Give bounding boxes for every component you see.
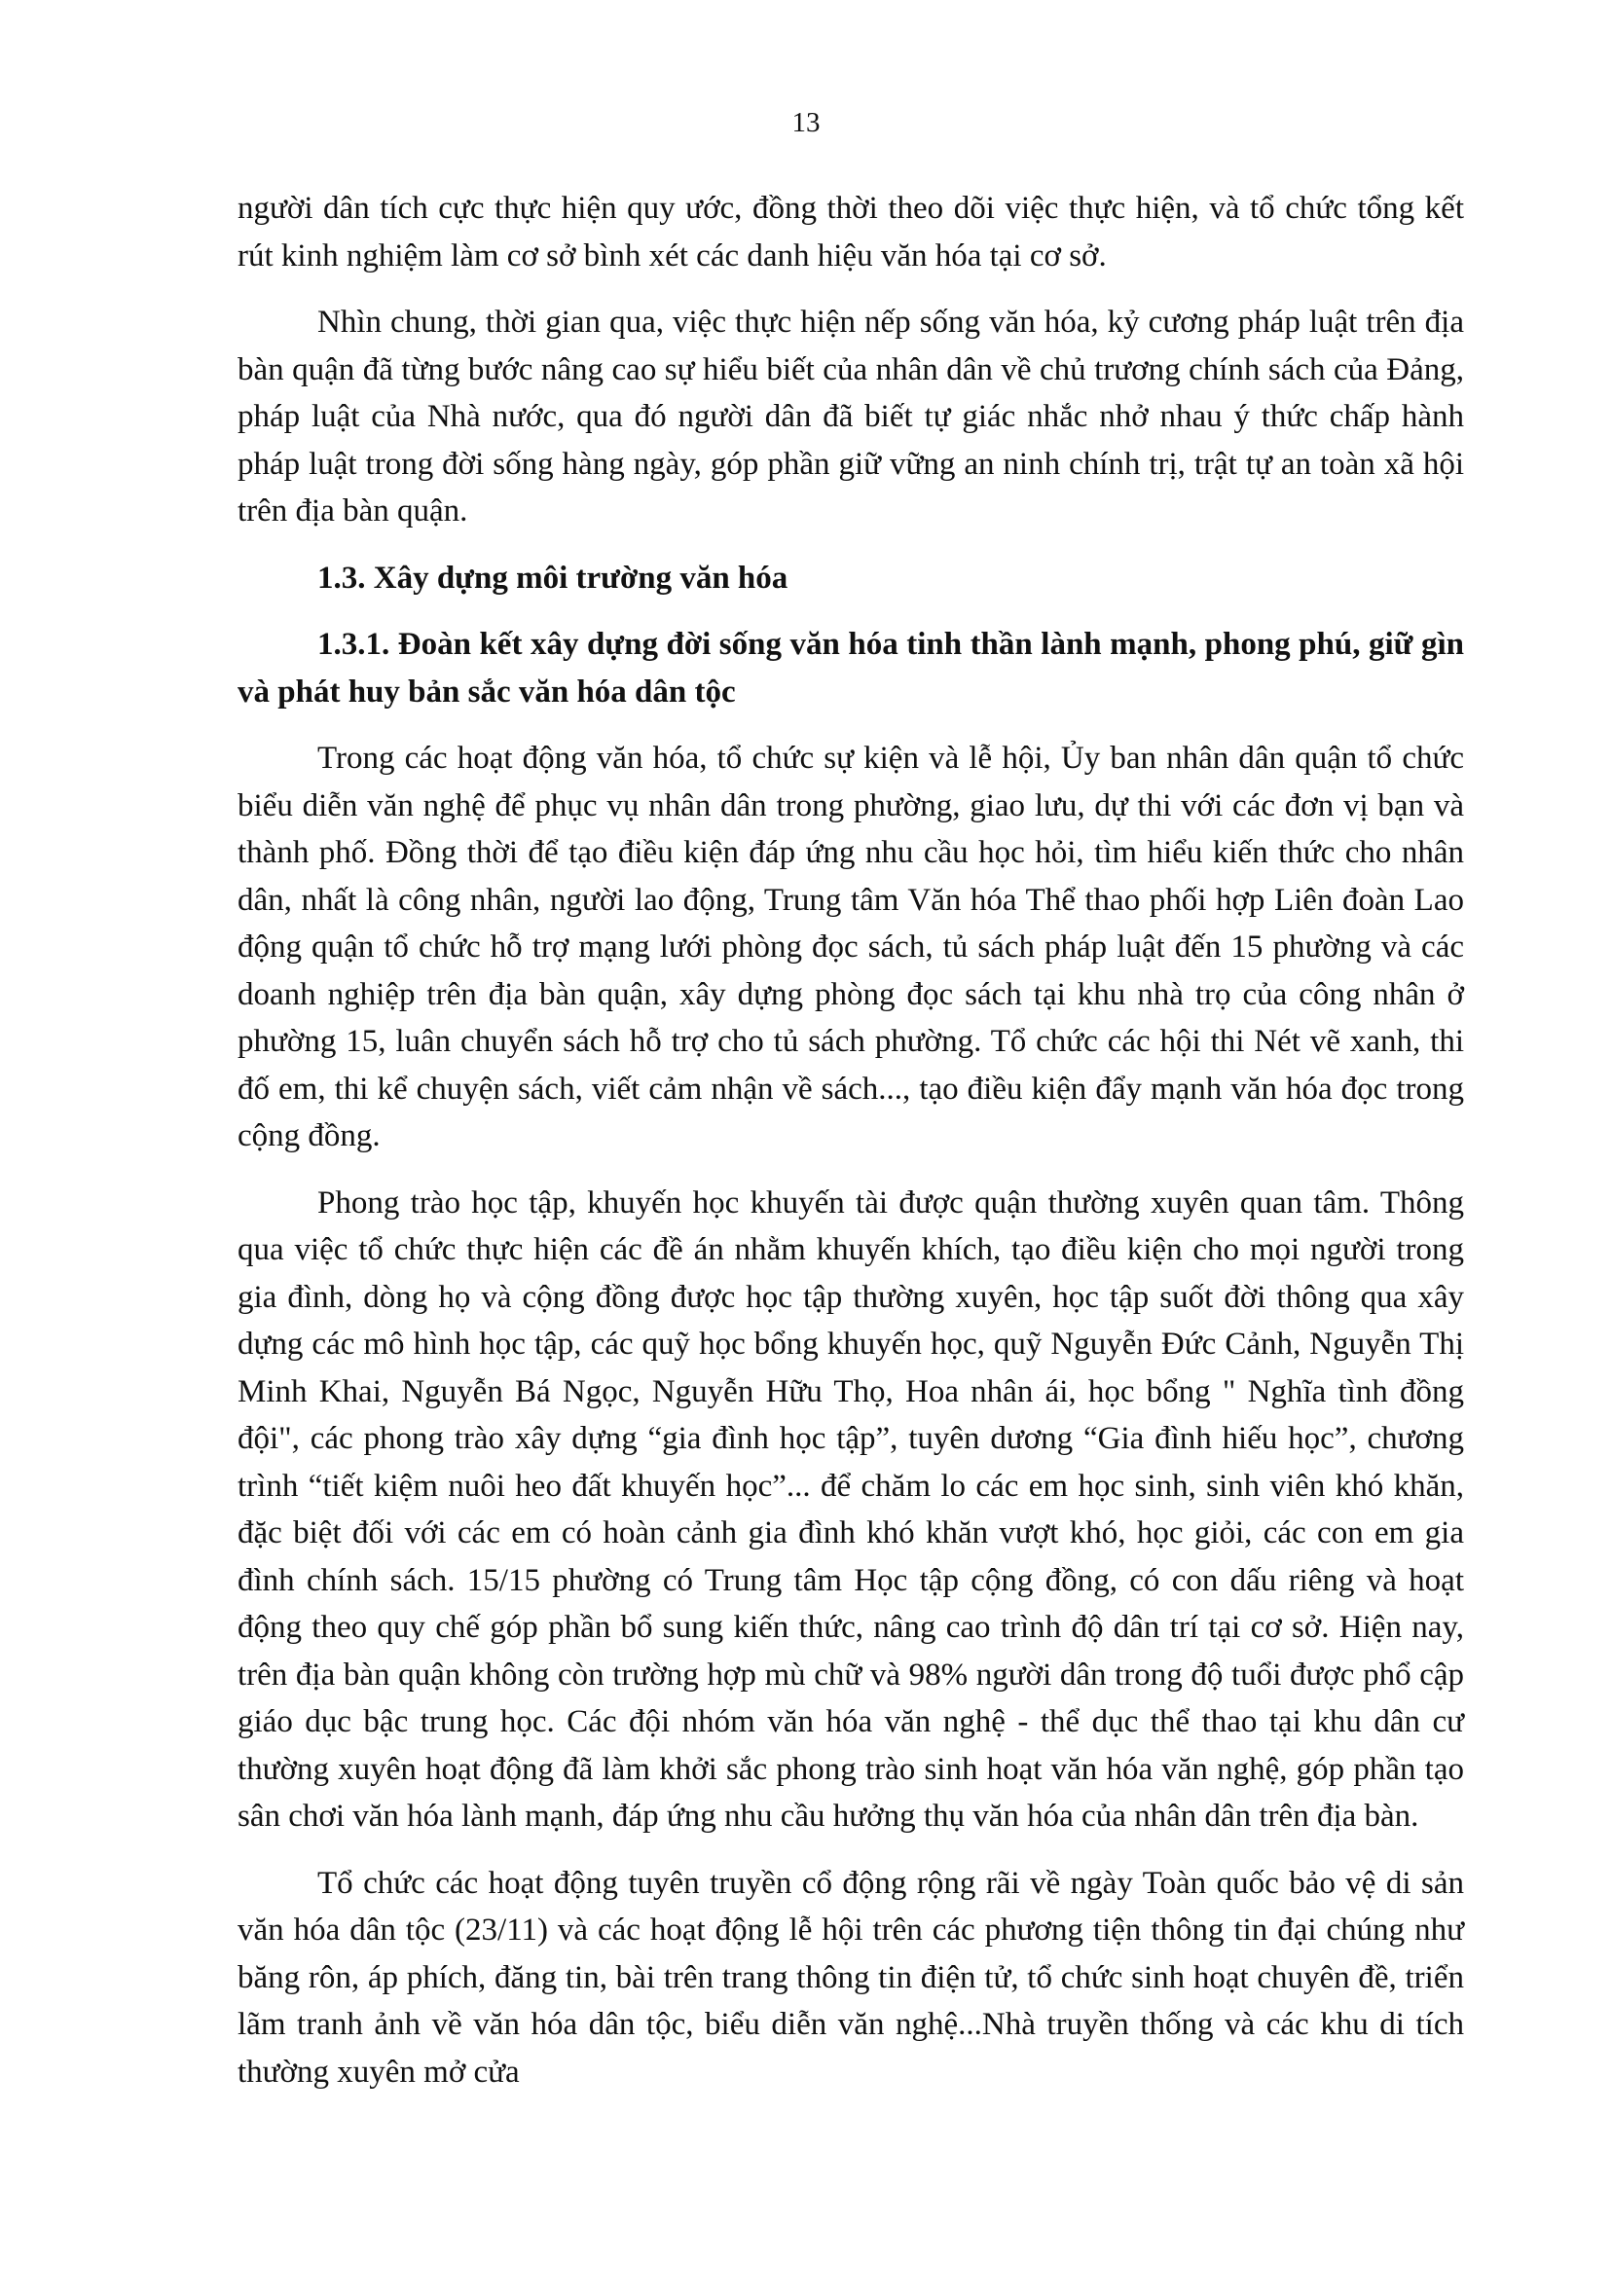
page-number: 13 (791, 107, 821, 138)
section-heading-1-3-1: 1.3.1. Đoàn kết xây dựng đời sống văn hóa tinh thần lành mạnh, phong phú, giữ gìn và phát huy bản sắc văn hóa dân tộc (238, 627, 1464, 710)
paragraph-continuation: người dân tích cực thực hiện quy ước, đồng thời theo dõi việc thực hiện, và tổ chức tổng kết rút kinh nghiệm làm cơ sở bình xét các danh hiệu văn hóa tại cơ sở. (238, 191, 1464, 273)
paragraph-heritage-propaganda: Tổ chức các hoạt động tuyên truyền cổ động rộng rãi về ngày Toàn quốc bảo vệ di sản văn hóa dân tộc (23/11) và các hoạt động lễ hội trên các phương tiện thông tin đại chúng như băng rôn, áp phích, đăng tin, bài trên trang thông tin điện tử, tổ chức sinh hoạt chuyên đề, triển lãm tranh ảnh về văn hóa dân tộc, biểu diễn văn nghệ...Nhà truyền thống và các khu di tích thường xuyên mở cửa (238, 1865, 1464, 2090)
paragraph-cultural-activities: Trong các hoạt động văn hóa, tổ chức sự kiện và lễ hội, Ủy ban nhân dân quận tổ chức biểu diễn văn nghệ để phục vụ nhân dân trong phường, giao lưu, dự thi với các đơn vị bạn và thành phố. Đồng thời để tạo điều kiện đáp ứng nhu cầu học hỏi, tìm hiểu kiến thức cho nhân dân, nhất là công nhân, người lao động, Trung tâm Văn hóa Thể thao phối hợp Liên đoàn Lao động quận tổ chức hỗ trợ mạng lưới phòng đọc sách, tủ sách pháp luật đến 15 phường và các doanh nghiệp trên địa bàn quận, xây dựng phòng đọc sách tại khu nhà trọ của công nhân ở phường 15, luân chuyển sách hỗ trợ cho tủ sách phường. Tổ chức các hội thi Nét vẽ xanh, thi đố em, thi kể chuyện sách, viết cảm nhận về sách..., tạo điều kiện đẩy mạnh văn hóa đọc trong cộng đồng. (238, 741, 1464, 1153)
body-text (238, 185, 1464, 2096)
paragraph-learning-movement: Phong trào học tập, khuyến học khuyến tài được quận thường xuyên quan tâm. Thông qua việc tổ chức thực hiện các đề án nhằm khuyến khích, tạo điều kiện cho mọi người trong gia đình, dòng họ và cộng đồng được học tập thường xuyên, học tập suốt đời thông qua xây dựng các mô hình học tập, các quỹ học bổng khuyến học, quỹ Nguyễn Đức Cảnh, Nguyễn Thị Minh Khai, Nguyễn Bá Ngọc, Nguyễn Hữu Thọ, Hoa nhân ái, học bổng " Nghĩa tình đồng đội", các phong trào xây dựng “gia đình học tập”, tuyên dương “Gia đình hiếu học”, chương trình “tiết kiệm nuôi heo đất khuyến học”... để chăm lo các em học sinh, sinh viên khó khăn, đặc biệt đối với các em có hoàn cảnh gia đình khó khăn vượt khó, học giỏi, các con em gia đình chính sách. 15/15 phường có Trung tâm Học tập cộng đồng, có con dấu riêng và hoạt động theo quy chế góp phần bổ sung kiến thức, nâng cao trình độ dân trí tại cơ sở. Hiện nay, trên địa bàn quận không còn trường hợp mù chữ và 98% người dân trong độ tuổi được phổ cập giáo dục bậc trung học. Các đội nhóm văn hóa văn nghệ - thể dục thể thao tại khu dân cư thường xuyên hoạt động đã làm khởi sắc phong trào sinh hoạt văn hóa văn nghệ, góp phần tạo sân chơi văn hóa lành mạnh, đáp ứng nhu cầu hưởng thụ văn hóa của nhân dân trên địa bàn. (238, 1184, 1464, 1834)
section-heading-1-3: 1.3. Xây dựng môi trường văn hóa (317, 560, 788, 596)
paragraph-overview: Nhìn chung, thời gian qua, việc thực hiện nếp sống văn hóa, kỷ cương pháp luật trên địa bàn quận đã từng bước nâng cao sự hiểu biết của nhân dân về chủ trương chính sách của Đảng, pháp luật của Nhà nước, qua đó người dân đã biết tự giác nhắc nhở nhau ý thức chấp hành pháp luật trong đời sống hàng ngày, góp phần giữ vững an ninh chính trị, trật tự an toàn xã hội trên địa bàn quận. (238, 305, 1464, 528)
